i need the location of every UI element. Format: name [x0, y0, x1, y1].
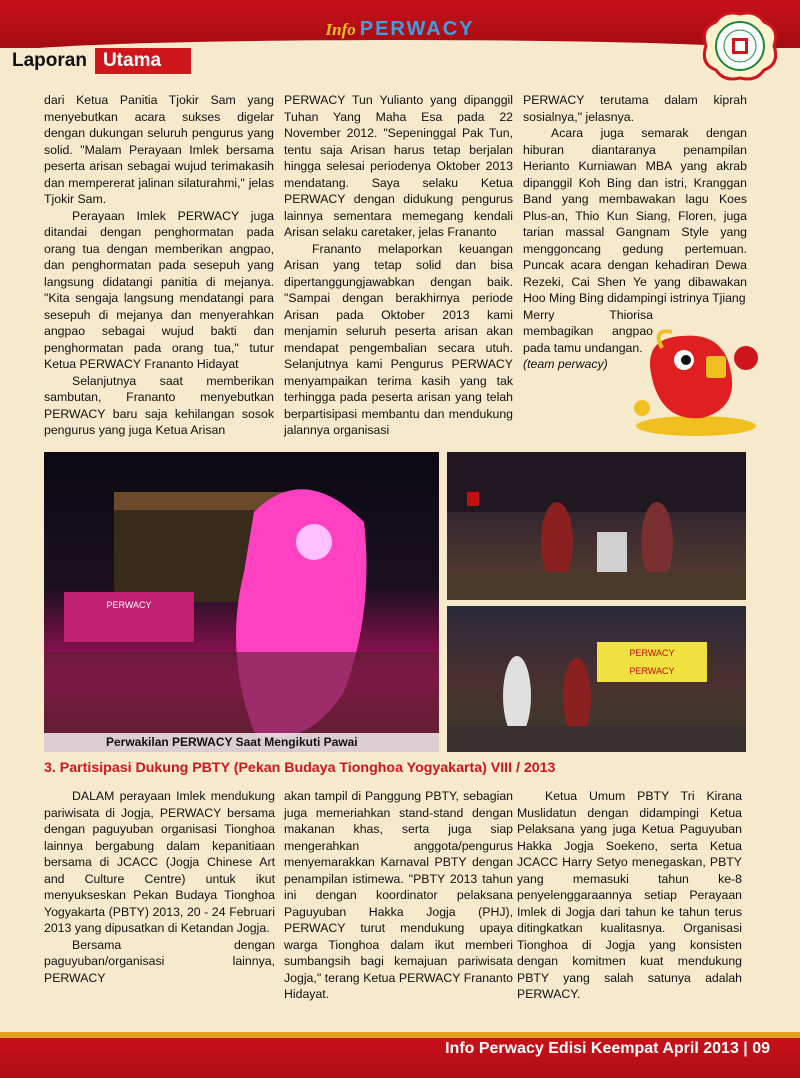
section-label-laporan: Laporan [12, 50, 87, 71]
paragraph: Merry Thiorisa membagikan angpao pada tamu undangan. [523, 307, 653, 355]
paragraph: Selanjutnya saat memberikan sambutan, Frananto menyebutkan PERWACY baru saja kehilangan sosok pengurus yang juga Ketua Arisan [44, 373, 274, 437]
photo-caption: Perwakilan PERWACY Saat Mengikuti Pawai [44, 733, 439, 752]
section-3-heading: 3. Partisipasi Dukung PBTY (Pekan Budaya Tionghoa Yogyakarta) VIII / 2013 [44, 760, 556, 776]
paragraph: Bersama dengan paguyuban/organisasi lainnya, PERWACY [44, 937, 275, 985]
bottom-column-2 [284, 788, 513, 1003]
parade-performers-scene [447, 452, 746, 600]
section-tag [10, 46, 191, 76]
footer-issue-page: Info Perwacy Edisi Keempat April 2013 | 09 [445, 1040, 770, 1057]
paragraph: dari Ketua Panitia Tjokir Sam yang menyebutkan acara sukses digelar dengan dukungan seluruh pengurus yang solid. "Malam Perayaan Imlek bersama peserta arisan sebagai wujud terimakasih dan mempererat jalinan silaturahmi," jelas Tjokir Sam. [44, 93, 274, 206]
perwacy-seal-logo [694, 8, 786, 84]
parade-banner-scene [447, 606, 746, 752]
top-column-1 [44, 92, 274, 439]
paragraph: PERWACY Tun Yulianto yang dipanggil Tuhan Yang Maha Esa pada 22 November 2012. "Sepeninggal Pak Tun, tentu saja Arisan harus tetap berjalan hingga selesai periodenya Oktober 2013 mendatang. Saya selaku Ketua PERWACY dengan didukung pengurus lainnya sementara memegang kendali Arisan selaku caretaker, jelas Frananto [284, 93, 513, 239]
paragraph: Frananto melaporkan keuangan Arisan yang tetap solid dan bisa dipertanggungjawabkan dengan baik. "Sampai dengan berakhirnya periode Arisan pada Oktober 2013 kami menjamin seluruh peserta arisan akan mendapat pengembalian secara utuh. Selanjutnya kami Pengurus PERWACY menyampaikan terima kasih yang tak terhingga pada peserta arisan yang telah berpartisipasi membantu dan mendukung jalannya organisasi [284, 241, 513, 437]
brand-info: Info [325, 20, 356, 39]
paragraph: akan tampil di Panggung PBTY, sebagian juga memeriahkan stand-stand dengan makanan khas, serta juga siap mengerahkan anggota/pengurus menyemarakkan Karnaval PBTY dengan penampilan istimewa. "PBTY 2013 tahun ini dengan koordinator pelaksana Paguyuban Hakka Jogja (PHJ), PERWACY turut mendukung upaya warga Tionghoa dalam ikut memberi sumbangsih bagi kemajuan pariwisata Jogja," terang Ketua PERWACY Frananto Hidayat. [284, 789, 513, 1001]
bottom-column-1 [44, 788, 275, 986]
paragraph: Perayaan Imlek PERWACY juga ditandai dengan penghormatan pada orang tua dengan memberikan angpao, dan penghormatan pada sesepuh yang langsung didatangi panitia di mejanya. "Kita sengaja langsung mendatangi para sesepuh di mejanya dan menyerahkan angpao sebagai wujud bakti dan penghormatan pada orang tua," tutur Ketua PERWACY Frananto Hidayat [44, 208, 274, 371]
parade-lion-photo [44, 452, 439, 752]
paragraph: Ketua Umum PBTY Tri Kirana Muslidatun dengan didampingi Ketua Pelaksana yang juga Ketua Paguyuban Hakka Jogja Soekeno, serta Ketua JCACC Harry Setyo menegaskan, PBTY yang memasuki tahun ke-8 penyelenggaraannya setiap Perayaan Imlek di Jogja dari tahun ke tahun terus ditingkatkan kualitasnya. Organisasi Tionghoa di Jogja yang konsisten dengan komitmen kuat mendukung PBTY yang salah satunya adalah PERWACY. [517, 789, 742, 1001]
brand-name: PERWACY [359, 18, 475, 40]
paragraph: Acara juga semarak dengan hiburan diantaranya penampilan Herianto Kurniawan MBA yang akrab dipanggil Koh Bing dan istri, Kranggan Band yang membawakan lagu Koes Plus-an, Thio Kun Siang, Floren, juga tarian massal Gangnam Style yang menggoncang gedung pertemuan. Puncak acara dengan kehadiran Dewa Rezeki, Cai Shen Ye yang dibawakan Hoo Ming Bing didampingi istrinya Tjiang [523, 126, 747, 305]
article-credit: (team perwacy) [523, 357, 608, 371]
magazine-brand [300, 18, 500, 41]
bottom-column-3 [517, 788, 742, 1003]
paragraph: PERWACY terutama dalam kiprah sosialnya," jelasnya. [523, 93, 747, 124]
top-column-2 [284, 92, 513, 439]
dragon-illustration [622, 318, 770, 440]
parade-lion-scene [44, 452, 439, 752]
parade-banner-text: PERWACY [106, 600, 152, 610]
parade-banner-text: PERWACY [629, 666, 675, 676]
parade-banner-photo [447, 606, 746, 752]
parade-performers-photo [447, 452, 746, 600]
paragraph: DALAM perayaan Imlek mendukung pariwisata di Jogja, PERWACY bersama dengan paguyuban organisasi Tionghoa lainnya bergabung dalam kepanitiaan bersama di JCACC (Jogja Chinese Art and Culture Centre) untuk ikut menyukseskan Pekan Budaya Tionghoa Yogyakarta (PBTY) 2013, 20 - 24 Februari 2013 yang dipusatkan di Ketandan Jogja. [44, 789, 275, 935]
section-label-utama: Utama [95, 48, 191, 74]
parade-banner-text: PERWACY [629, 648, 675, 658]
